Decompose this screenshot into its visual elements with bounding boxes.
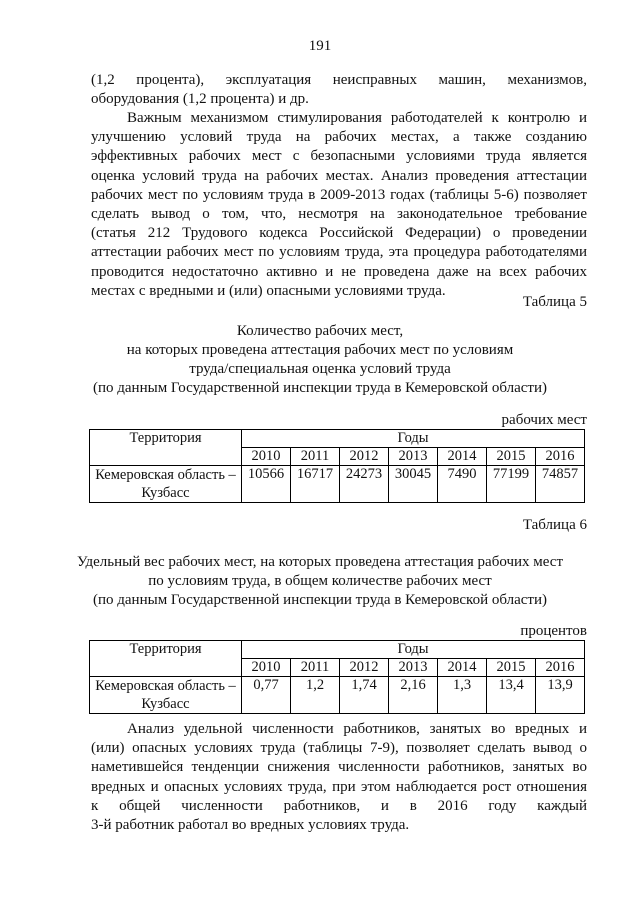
paragraph-line: эффективных рабочих мест с безопасными условиями труда является (91, 148, 587, 165)
territory-line: Кемеровская область – (95, 678, 236, 694)
paragraph-2 (91, 109, 587, 301)
paragraph-1 (91, 71, 587, 109)
paragraph-line: аттестации рабочих мест по условиям труда, эта процедура работодателями (91, 244, 587, 261)
value-cell: 16717 (291, 466, 340, 503)
paragraph-line: 3-й работник работал во вредных условиях труда. (91, 817, 410, 834)
table-5-label: Таблица 5 (522, 294, 587, 310)
paragraph-line: оборудования (1,2 процента) и др. (91, 91, 309, 108)
table-row (90, 677, 585, 714)
year-cell: 2013 (389, 448, 438, 466)
year-cell: 2016 (536, 448, 585, 466)
paragraph-line: Важным механизмом стимулирования работодателей к контролю и (127, 110, 587, 126)
year-cell: 2014 (438, 448, 487, 466)
year-cell: 2011 (291, 659, 340, 677)
value-cell: 1,74 (340, 677, 389, 714)
paragraph-line: Анализ удельной численности работников, занятых во вредных и (127, 721, 587, 737)
paragraph-line: проводится недостаточно активно и не проведена даже на всех рабочих (91, 263, 587, 280)
caption-line: по условиям труда, в общем количестве рабочих мест (148, 573, 492, 589)
value-cell: 0,77 (242, 677, 291, 714)
page-number: 191 (308, 38, 332, 54)
value-cell: 2,16 (389, 677, 438, 714)
year-cell: 2014 (438, 659, 487, 677)
table-header-row (90, 430, 585, 448)
year-cell: 2015 (487, 448, 536, 466)
paragraph-3 (91, 720, 587, 835)
paragraph-line: наметившейся тенденции снижения численности работников, занятых во (91, 759, 587, 776)
territory-line: Кузбасс (141, 696, 190, 712)
year-cell: 2013 (389, 659, 438, 677)
year-cell: 2010 (242, 448, 291, 466)
value-cell: 74857 (536, 466, 585, 503)
year-cell: 2015 (487, 659, 536, 677)
caption-line: (по данным Государственной инспекции труда в Кемеровской области) (93, 592, 547, 608)
header-years: Годы (242, 430, 585, 448)
caption-line: на которых проведена аттестация рабочих мест по условиям (126, 342, 514, 358)
caption-line: (по данным Государственной инспекции труда в Кемеровской области) (93, 380, 547, 396)
paragraph-line: местах с вредными и (или) опасными условиями труда. (91, 282, 446, 299)
table-header-row (90, 641, 585, 659)
year-cell: 2011 (291, 448, 340, 466)
paragraph-line: к общей численности работников, и в 2016 году каждый (91, 797, 587, 814)
caption-line: Удельный вес рабочих мест, на которых проведена аттестация рабочих мест (76, 554, 564, 570)
paragraph-line: (1,2 процента), эксплуатация неисправных машин, механизмов, (91, 72, 587, 88)
value-cell: 77199 (487, 466, 536, 503)
caption-line: труда/специальная оценка условий труда (189, 361, 451, 377)
paragraph-line: оценка условий труда на рабочих местах. Анализ проведения аттестации (91, 167, 587, 184)
table-5-caption (0, 322, 640, 398)
table-6-unit: процентов (520, 623, 587, 639)
header-territory: Территория (90, 430, 242, 466)
paragraph-line: вредных и опасных условиях труда, при этом наблюдается рост отношения (91, 778, 587, 795)
value-cell: 10566 (242, 466, 291, 503)
table-6-caption (0, 553, 640, 610)
year-cell: 2010 (242, 659, 291, 677)
value-cell: 13,9 (536, 677, 585, 714)
territory-line: Кемеровская область – (95, 467, 236, 483)
table-5 (89, 429, 585, 503)
paragraph-line: рабочих мест по условиям труда в 2009-2013 годах (таблицы 5-6) позволяет (91, 186, 587, 203)
value-cell: 7490 (438, 466, 487, 503)
territory-cell (90, 677, 242, 714)
table-6-label: Таблица 6 (522, 517, 587, 533)
value-cell: 13,4 (487, 677, 536, 714)
year-cell: 2012 (340, 448, 389, 466)
value-cell: 24273 (340, 466, 389, 503)
paragraph-line: (или) опасных условиях труда (таблицы 7-9), позволяет сделать вывод о (91, 740, 587, 757)
value-cell: 30045 (389, 466, 438, 503)
table-row (90, 466, 585, 503)
territory-cell (90, 466, 242, 503)
value-cell: 1,3 (438, 677, 487, 714)
paragraph-line: сделать вывод о том, что, несмотря на законодательное требование (91, 206, 587, 223)
header-territory: Территория (90, 641, 242, 677)
territory-line: Кузбасс (141, 485, 190, 501)
paragraph-line: улучшению условий труда на рабочих местах, а также созданию (91, 129, 587, 146)
table-6 (89, 640, 585, 714)
year-cell: 2016 (536, 659, 585, 677)
header-years: Годы (242, 641, 585, 659)
paragraph-line: (статья 212 Трудового кодекса Российской Федерации) о проведении (91, 225, 587, 242)
caption-line: Количество рабочих мест, (236, 323, 404, 339)
year-cell: 2012 (340, 659, 389, 677)
table-5-unit: рабочих мест (501, 412, 587, 428)
value-cell: 1,2 (291, 677, 340, 714)
